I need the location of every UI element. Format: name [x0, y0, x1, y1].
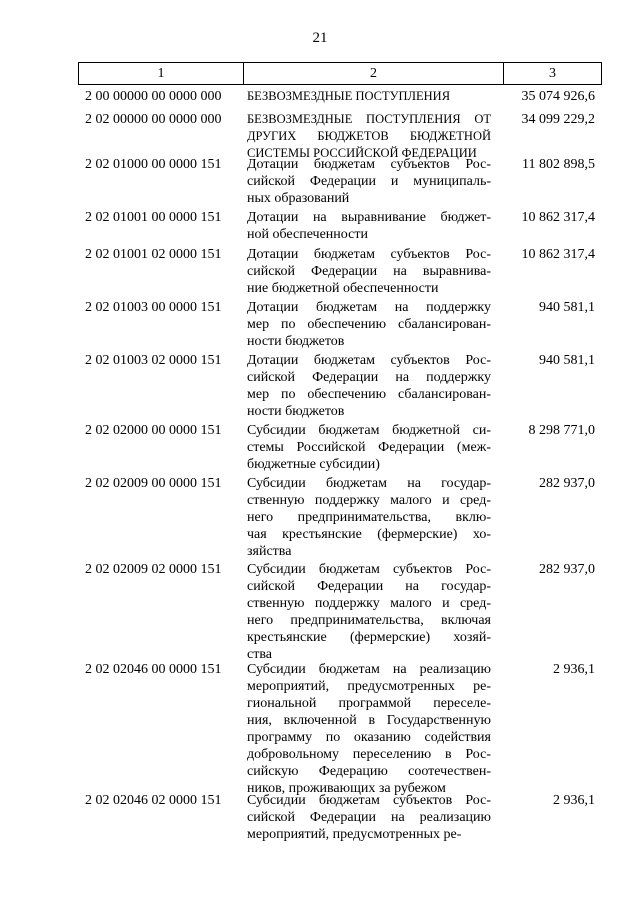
revenue-name-line: мер по обеспечению сбалансирован-: [247, 387, 491, 402]
revenue-name-line: программу по оказанию содействия: [247, 730, 491, 745]
header-col-2: 2: [244, 63, 504, 84]
revenue-name-line: ности бюджетов: [247, 334, 345, 349]
revenue-name-line: ние бюджетной обеспеченности: [247, 281, 439, 296]
header-col-3: 3: [549, 66, 556, 81]
amount: 2 936,1: [553, 793, 595, 808]
revenue-name-line: ния, включенной в Государственную: [247, 713, 491, 728]
revenue-name-line: сийскую Федерацию соотечествен-: [247, 764, 491, 779]
revenue-name-line: Субсидии бюджетам субъектов Рос-: [247, 562, 491, 577]
revenue-name-line: ной обеспеченности: [247, 227, 368, 242]
budget-code: 2 02 01003 00 0000 151: [85, 300, 222, 315]
budget-code: 2 00 00000 00 0000 000: [85, 89, 222, 104]
revenue-name-line: сийской Федерации на выравнива-: [247, 264, 491, 279]
revenue-name-line: сийской Федерации на реализацию: [247, 810, 491, 825]
revenue-name-line: БЕЗВОЗМЕЗДНЫЕ ПОСТУПЛЕНИЯ: [247, 89, 451, 103]
budget-code: 2 02 02009 02 0000 151: [85, 562, 222, 577]
page-number: 21: [312, 30, 328, 46]
revenue-name-line: него предпринимательства, включая: [247, 613, 491, 628]
budget-code: 2 02 02046 00 0000 151: [85, 662, 222, 677]
amount: 8 298 771,0: [528, 423, 595, 438]
revenue-name-line: ников, проживающих за рубежом: [247, 781, 446, 796]
revenue-name-line: Дотации бюджетам на поддержку: [247, 300, 491, 315]
revenue-name: [247, 209, 491, 243]
revenue-name-line: ных образований: [247, 191, 350, 206]
budget-code: 2 02 01001 00 0000 151: [85, 210, 222, 225]
revenue-name: [247, 422, 491, 473]
revenue-name-line: гиональной программой переселе-: [247, 696, 491, 711]
revenue-name-line: мероприятий, предусмотренных ре-: [247, 827, 462, 842]
revenue-name: [247, 661, 491, 797]
amount: 34 099 229,2: [521, 112, 595, 127]
amount: 10 862 317,4: [521, 210, 595, 225]
revenue-name-line: стемы Российской Федерации (меж-: [247, 440, 491, 455]
revenue-name-line: Дотации бюджетам субъектов Рос-: [247, 247, 491, 262]
revenue-name-line: мероприятий, предусмотренных ре-: [247, 679, 491, 694]
revenue-name-line: него предпринимательства, вклю-: [247, 510, 491, 525]
revenue-name-line: ственную поддержку малого и сред-: [247, 493, 491, 508]
revenue-name: [247, 792, 491, 843]
revenue-name: [247, 475, 491, 560]
revenue-name-line: ности бюджетов: [247, 404, 345, 419]
revenue-name-line: БЕЗВОЗМЕЗДНЫЕ ПОСТУПЛЕНИЯ ОТ: [247, 112, 491, 126]
budget-code: 2 02 02000 00 0000 151: [85, 423, 222, 438]
revenue-name-line: Субсидии бюджетам на государ-: [247, 476, 491, 491]
revenue-name-line: ДРУГИХ БЮДЖЕТОВ БЮДЖЕТНОЙ: [247, 129, 491, 143]
revenue-name-line: Дотации на выравнивание бюджет-: [247, 210, 491, 225]
revenue-name-line: ства: [247, 647, 272, 662]
revenue-name-line: мер по обеспечению сбалансирован-: [247, 317, 491, 332]
revenue-name-line: сийской Федерации на государ-: [247, 579, 491, 594]
revenue-name-line: ственную поддержку малого и сред-: [247, 596, 491, 611]
revenue-name-line: чая крестьянские (фермерские) хо-: [247, 527, 491, 542]
revenue-name: [247, 111, 491, 162]
revenue-name-line: СИСТЕМЫ РОССИЙСКОЙ ФЕДЕРАЦИИ: [247, 146, 477, 160]
amount: 282 937,0: [539, 476, 595, 491]
amount: 940 581,1: [539, 300, 595, 315]
revenue-name: [247, 156, 491, 207]
budget-code: 2 02 01000 00 0000 151: [85, 157, 222, 172]
budget-code: 2 02 02009 00 0000 151: [85, 476, 222, 491]
amount: 282 937,0: [539, 562, 595, 577]
header-col-1: 1: [79, 63, 244, 84]
revenue-name-line: крестьянские (фермерские) хозяй-: [247, 630, 491, 645]
amount: 35 074 926,6: [521, 89, 595, 104]
table-header: [78, 62, 602, 85]
revenue-name-line: Дотации бюджетам субъектов Рос-: [247, 157, 491, 172]
amount: 940 581,1: [539, 353, 595, 368]
revenue-name-line: сийской Федерации и муниципаль-: [247, 174, 491, 189]
budget-code: 2 02 00000 00 0000 000: [85, 112, 222, 127]
amount: 10 862 317,4: [521, 247, 595, 262]
revenue-name-line: зяйства: [247, 544, 292, 559]
budget-code: 2 02 01001 02 0000 151: [85, 247, 222, 262]
revenue-name-line: Субсидии бюджетам бюджетной си-: [247, 423, 491, 438]
revenue-name-line: Субсидии бюджетам субъектов Рос-: [247, 793, 491, 808]
revenue-name-line: Субсидии бюджетам на реализацию: [247, 662, 491, 677]
amount: 11 802 898,5: [522, 157, 595, 172]
budget-code: 2 02 01003 02 0000 151: [85, 353, 222, 368]
revenue-name: [247, 561, 491, 663]
revenue-name-line: Дотации бюджетам субъектов Рос-: [247, 353, 491, 368]
revenue-name-line: добровольному переселению в Рос-: [247, 747, 491, 762]
revenue-name: [247, 352, 491, 420]
budget-code: 2 02 02046 02 0000 151: [85, 793, 222, 808]
revenue-name-line: сийской Федерации на поддержку: [247, 370, 491, 385]
revenue-name: [247, 88, 491, 105]
amount: 2 936,1: [553, 662, 595, 677]
revenue-name: [247, 246, 491, 297]
revenue-name: [247, 299, 491, 350]
revenue-name-line: бюджетные субсидии): [247, 457, 380, 472]
